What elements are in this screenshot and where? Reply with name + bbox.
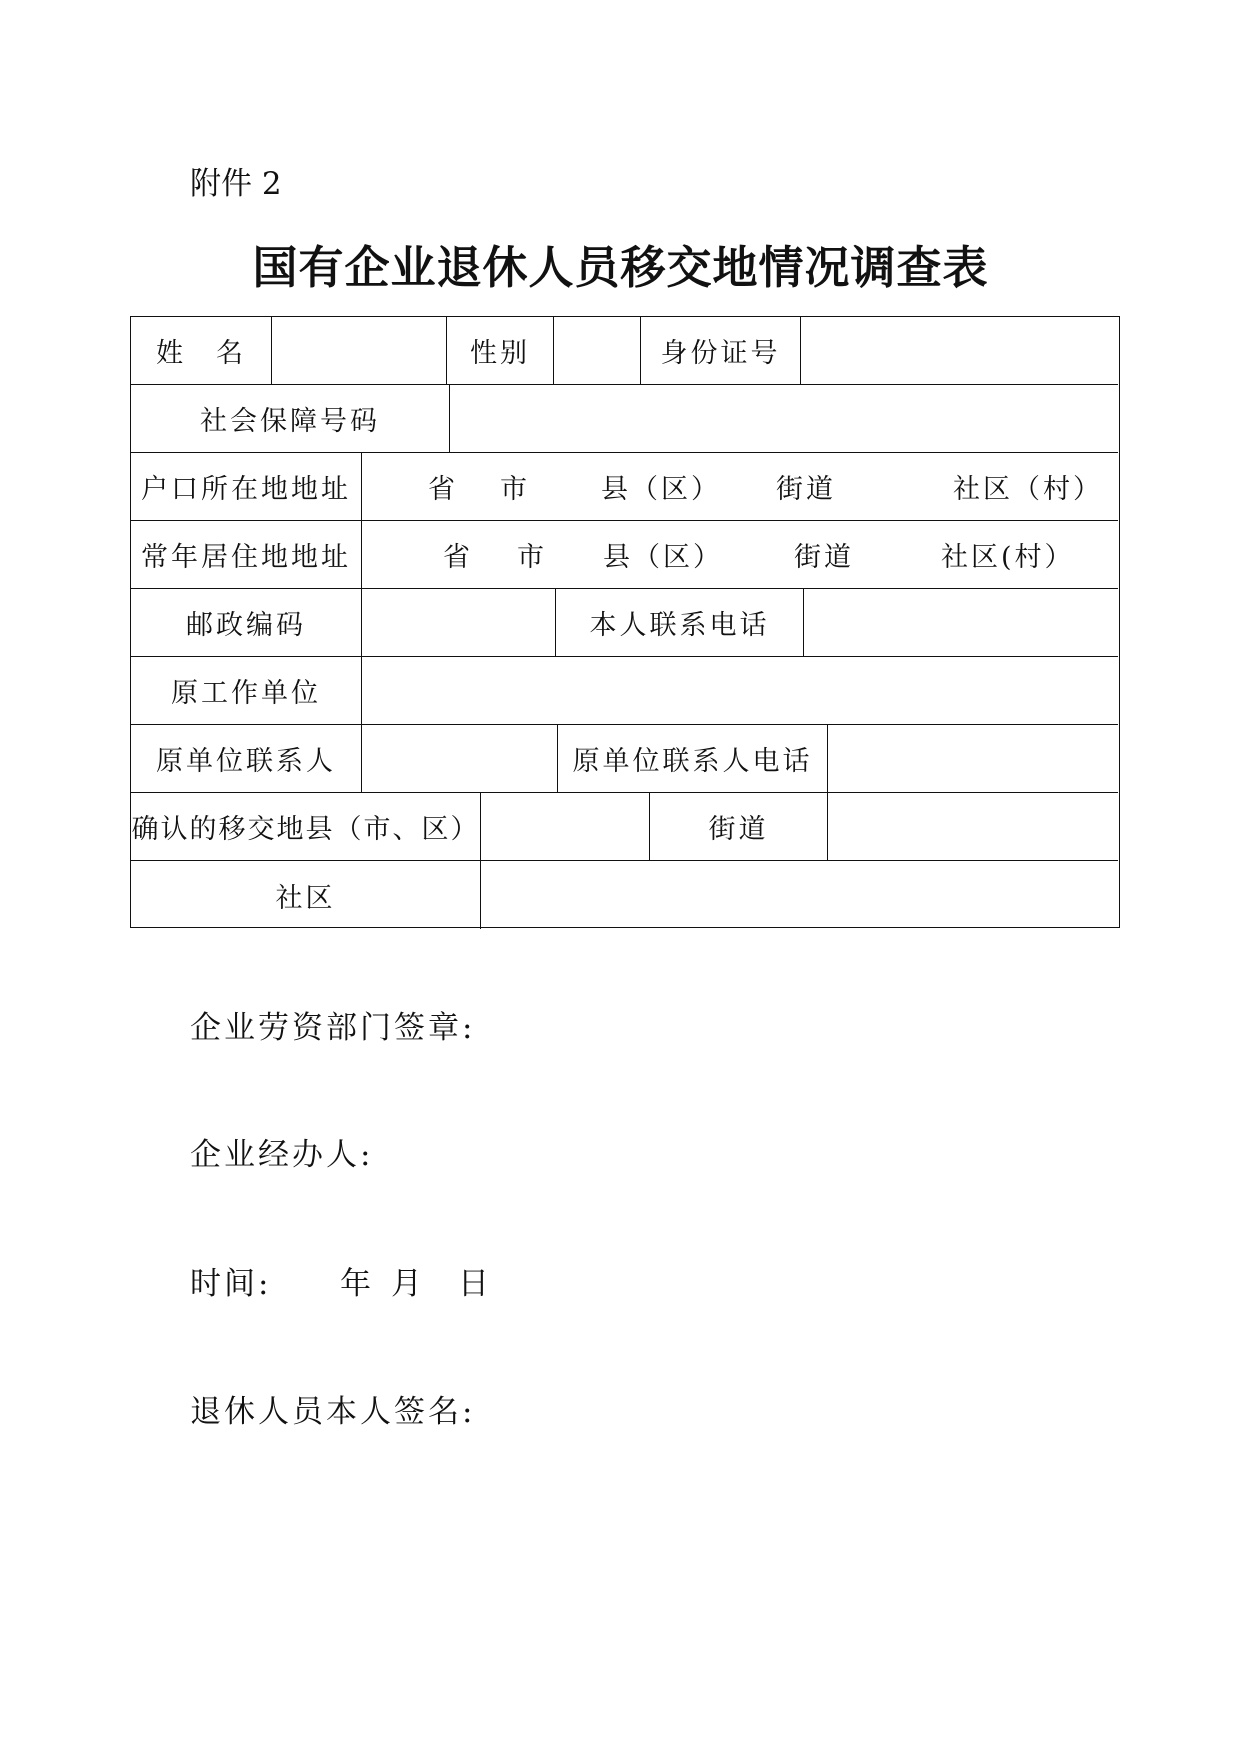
street-label: 街道	[649, 793, 827, 860]
hukou-province: 省	[428, 474, 458, 505]
page-title: 国有企业退休人员移交地情况调查表	[252, 241, 989, 294]
social-security-label: 社会保障号码	[200, 406, 380, 437]
table-row	[131, 657, 1118, 725]
hukou-community: 社区（村）	[953, 474, 1103, 505]
hukou-county: 县（区）	[601, 474, 721, 505]
unit-contact-label: 原单位联系人	[156, 746, 336, 777]
id-number-label: 身份证号	[640, 317, 800, 384]
gender-label: 性别	[446, 317, 553, 384]
community-label: 社区	[275, 882, 336, 914]
survey-form-table	[130, 316, 1120, 928]
former-unit-field[interactable]	[361, 657, 1118, 724]
residence-county: 县（区）	[603, 542, 723, 573]
hukou-street: 街道	[776, 474, 836, 505]
table-row	[131, 861, 1118, 929]
gender-field[interactable]	[553, 317, 640, 384]
street-field[interactable]	[827, 793, 1118, 860]
table-row	[131, 793, 1118, 861]
date-day: 日	[458, 1266, 489, 1302]
labor-dept-seal-label: 企业劳资部门签章:	[190, 1010, 476, 1046]
table-row	[131, 521, 1118, 589]
unit-contact-phone-field[interactable]	[827, 725, 1118, 792]
time-label: 时间:	[190, 1266, 272, 1302]
former-unit-label: 原工作单位	[171, 678, 321, 709]
postcode-label: 邮政编码	[186, 610, 306, 641]
transfer-county-label: 确认的移交地县（市、区）	[131, 814, 480, 845]
phone-field[interactable]	[803, 589, 1118, 656]
postcode-field[interactable]	[361, 589, 555, 656]
hukou-city: 市	[500, 474, 530, 505]
id-number-field[interactable]	[800, 317, 1118, 384]
social-security-field[interactable]	[449, 385, 1118, 452]
residence-street: 街道	[794, 542, 854, 573]
residence-community: 社区(村）	[941, 542, 1075, 573]
table-row	[131, 385, 1118, 453]
date-month: 月	[391, 1266, 422, 1302]
hukou-address-label: 户口所在地地址	[141, 474, 351, 505]
table-row	[131, 725, 1118, 793]
unit-contact-field[interactable]	[361, 725, 557, 792]
name-field[interactable]	[271, 317, 446, 384]
table-row	[131, 453, 1118, 521]
table-row	[131, 317, 1118, 385]
attachment-label: 附件 2	[190, 166, 282, 202]
retiree-signature-label: 退休人员本人签名:	[190, 1394, 476, 1430]
unit-contact-phone-label: 原单位联系人电话	[557, 725, 827, 792]
residence-province: 省	[443, 542, 473, 573]
phone-label: 本人联系电话	[555, 589, 803, 656]
community-field[interactable]	[480, 861, 1118, 929]
residence-address-label: 常年居住地地址	[141, 542, 351, 573]
date-year: 年	[340, 1266, 371, 1302]
residence-city: 市	[517, 542, 547, 573]
transfer-county-field[interactable]	[480, 793, 649, 860]
handler-label: 企业经办人:	[190, 1137, 374, 1173]
name-label: 姓 名	[156, 338, 246, 369]
table-row	[131, 589, 1118, 657]
